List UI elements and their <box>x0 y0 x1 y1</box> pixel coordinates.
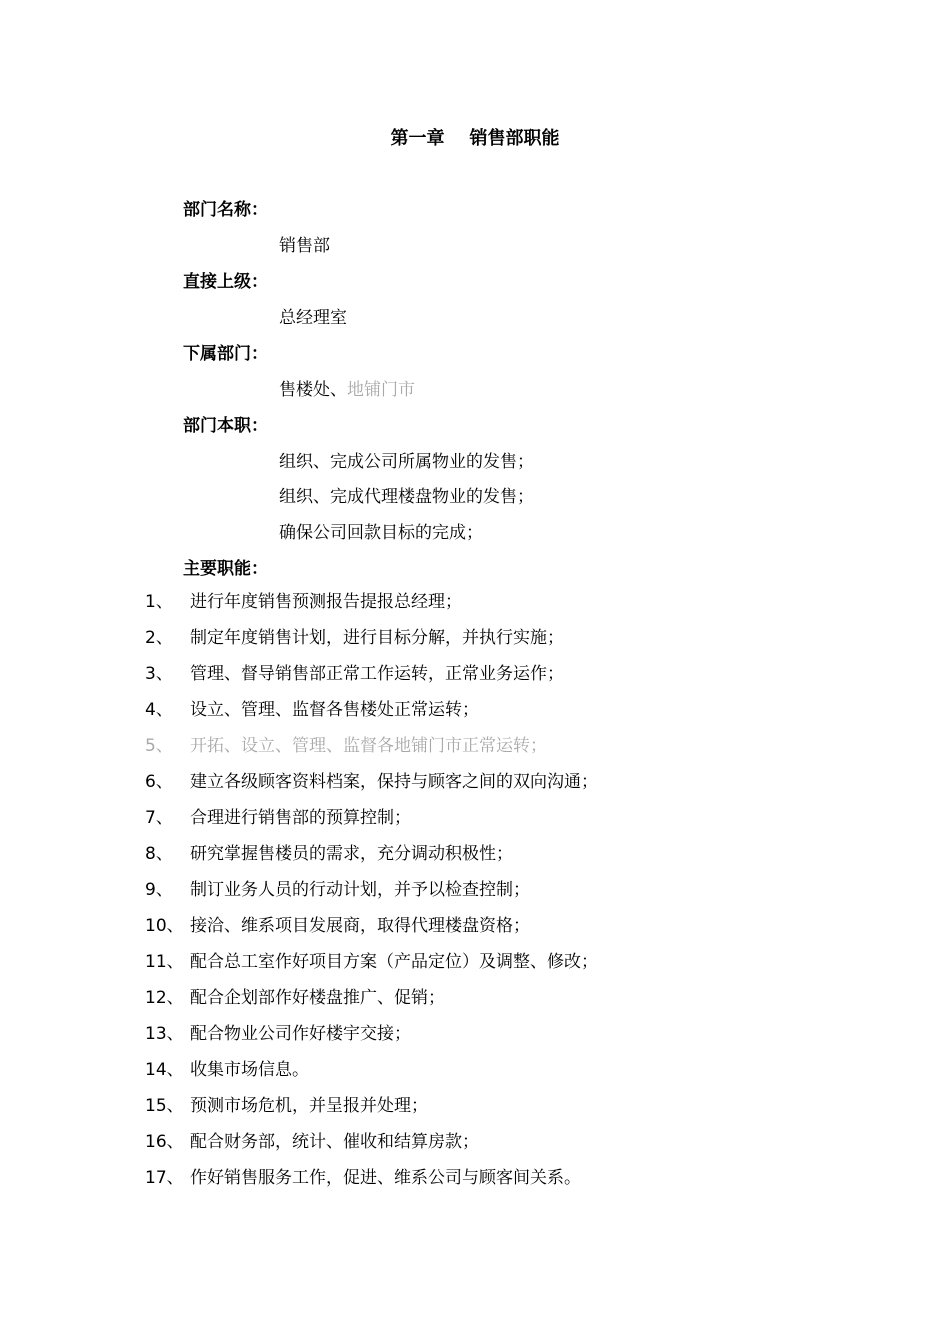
function-item <box>0 626 950 662</box>
function-number: 16、 <box>145 1132 184 1152</box>
function-text: 预测市场危机，并呈报并处理； <box>190 1096 428 1116</box>
duties-label: 部门本职： <box>183 416 268 436</box>
function-item <box>0 806 950 842</box>
function-number: 7、 <box>145 808 173 828</box>
function-text: 作好销售服务工作，促进、维系公司与顾客间关系。 <box>190 1168 581 1188</box>
department-name-value: 销售部 <box>279 236 330 256</box>
function-text: 进行年度销售预测报告提报总经理； <box>190 592 462 612</box>
function-item <box>0 1130 950 1166</box>
function-item <box>0 986 950 1022</box>
department-name-label: 部门名称： <box>183 200 268 220</box>
function-number: 17、 <box>145 1168 184 1188</box>
function-number: 13、 <box>145 1024 184 1044</box>
function-number: 12、 <box>145 988 184 1008</box>
function-text: 配合企划部作好楼盘推广、促销； <box>190 988 445 1008</box>
function-item <box>0 698 950 734</box>
function-text: 配合财务部，统计、催收和结算房款； <box>190 1132 479 1152</box>
function-text: 配合总工室作好项目方案（产品定位）及调整、修改； <box>190 952 598 972</box>
function-text: 制订业务人员的行动计划，并予以检查控制； <box>190 880 530 900</box>
function-number: 14、 <box>145 1060 184 1080</box>
function-number: 1、 <box>145 592 173 612</box>
function-number: 4、 <box>145 700 173 720</box>
function-item <box>0 1058 950 1094</box>
function-item <box>0 950 950 986</box>
function-number: 6、 <box>145 772 173 792</box>
function-item <box>0 842 950 878</box>
superior-label: 直接上级： <box>183 272 268 292</box>
function-number: 8、 <box>145 844 173 864</box>
subordinate-sales-office: 售楼处、 <box>279 380 347 400</box>
function-number: 11、 <box>145 952 184 972</box>
function-text: 制定年度销售计划，进行目标分解，并执行实施； <box>190 628 564 648</box>
function-item <box>0 1022 950 1058</box>
function-item <box>0 1094 950 1130</box>
function-text: 管理、督导销售部正常工作运转，正常业务运作； <box>190 664 564 684</box>
function-text: 合理进行销售部的预算控制； <box>190 808 411 828</box>
function-item <box>0 734 950 770</box>
function-item <box>0 914 950 950</box>
function-number: 9、 <box>145 880 173 900</box>
function-item <box>0 662 950 698</box>
function-number: 2、 <box>145 628 173 648</box>
duty-item: 组织、完成代理楼盘物业的发售； <box>279 487 534 507</box>
subordinate-storefront: 地铺门市 <box>347 380 415 400</box>
function-text: 收集市场信息。 <box>190 1060 309 1080</box>
functions-list <box>0 590 950 1202</box>
function-item <box>0 1166 950 1202</box>
subordinates-value <box>279 378 415 402</box>
chapter-title: 第一章 销售部职能 <box>390 128 560 149</box>
function-item <box>0 770 950 806</box>
function-text: 配合物业公司作好楼宇交接； <box>190 1024 411 1044</box>
function-item <box>0 878 950 914</box>
function-number: 3、 <box>145 664 173 684</box>
function-number: 5、 <box>145 736 173 756</box>
function-text: 开拓、设立、管理、监督各地铺门市正常运转； <box>190 736 547 756</box>
functions-label: 主要职能： <box>183 559 268 579</box>
duty-item: 组织、完成公司所属物业的发售； <box>279 452 534 472</box>
function-item <box>0 590 950 626</box>
subordinates-label: 下属部门： <box>183 344 268 364</box>
function-text: 建立各级顾客资料档案，保持与顾客之间的双向沟通； <box>190 772 598 792</box>
function-number: 10、 <box>145 916 184 936</box>
function-number: 15、 <box>145 1096 184 1116</box>
function-text: 研究掌握售楼员的需求，充分调动积极性； <box>190 844 513 864</box>
duty-item: 确保公司回款目标的完成； <box>279 523 483 543</box>
function-text: 设立、管理、监督各售楼处正常运转； <box>190 700 479 720</box>
superior-value: 总经理室 <box>279 308 347 328</box>
function-text: 接洽、维系项目发展商，取得代理楼盘资格； <box>190 916 530 936</box>
